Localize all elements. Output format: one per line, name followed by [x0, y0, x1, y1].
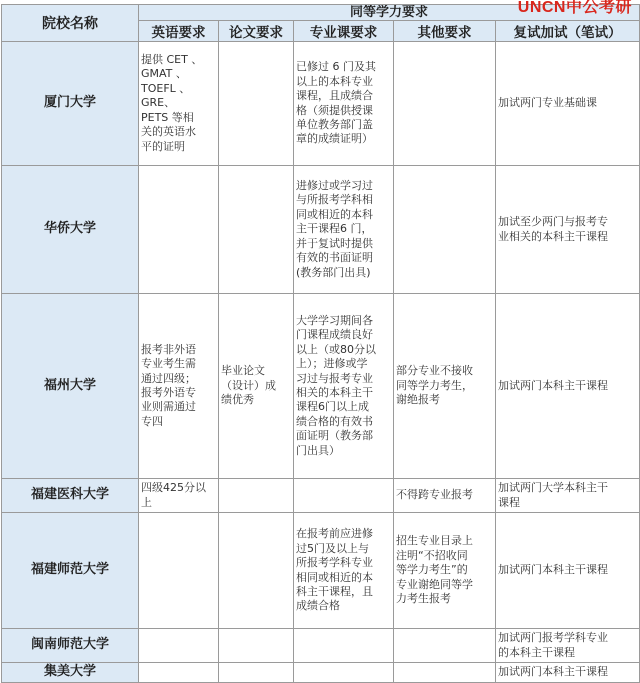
table-row	[2, 513, 640, 629]
header-other: 其他要求	[394, 21, 496, 42]
table-row	[2, 42, 640, 166]
thesis-requirement	[219, 663, 294, 683]
major-requirement	[294, 629, 394, 663]
thesis-requirement	[219, 166, 294, 294]
retest-requirement: 加试两门大学本科主干 课程	[496, 479, 640, 513]
watermark-logo: UNCN中公考研	[517, 0, 632, 16]
header-equivalent-requirements: 同等学力要求	[139, 5, 640, 21]
other-requirement	[394, 166, 496, 294]
major-requirement: 大学学习期间各 门课程成绩良好 以上（或80分以 上）；进修或学 习过与报考专业 相关的本科主干 课程6门以上成 绩合格的有效书 面证明（教务部 门出具）	[294, 294, 394, 479]
header-english: 英语要求	[139, 21, 219, 42]
other-requirement	[394, 663, 496, 683]
english-requirement: 报考非外语 专业考生需 通过四级； 报考外语专 业则需通过 专四	[139, 294, 219, 479]
major-requirement: 进修过或学习过 与所报考学科相 同或相近的本科 主干课程6 门， 并于复试时提供 有效的书面证明 (教务部门出具)	[294, 166, 394, 294]
retest-requirement: 加试两门本科主干课程	[496, 513, 640, 629]
school-name: 福建师范大学	[2, 513, 139, 629]
retest-requirement: 加试两门本科主干课程	[496, 663, 640, 683]
thesis-requirement	[219, 629, 294, 663]
english-requirement	[139, 166, 219, 294]
header-major: 专业课要求	[294, 21, 394, 42]
school-name: 福建医科大学	[2, 479, 139, 513]
header-thesis: 论文要求	[219, 21, 294, 42]
english-requirement	[139, 629, 219, 663]
other-requirement	[394, 42, 496, 166]
major-requirement: 在报考前应进修 过5门及以上与 所报考学科专业 相同或相近的本 科主干课程，且 成绩合格	[294, 513, 394, 629]
english-requirement	[139, 663, 219, 683]
table-row	[2, 479, 640, 513]
other-requirement: 招生专业目录上 注明“不招收同 等学力考生”的 专业谢绝同等学 力考生报考	[394, 513, 496, 629]
school-name: 福州大学	[2, 294, 139, 479]
school-name: 华侨大学	[2, 166, 139, 294]
other-requirement: 不得跨专业报考	[394, 479, 496, 513]
thesis-requirement	[219, 479, 294, 513]
school-name: 闽南师范大学	[2, 629, 139, 663]
thesis-requirement	[219, 42, 294, 166]
table-row	[2, 166, 640, 294]
thesis-requirement: 毕业论文 （设计）成 绩优秀	[219, 294, 294, 479]
thesis-requirement	[219, 513, 294, 629]
other-requirement	[394, 629, 496, 663]
school-name: 厦门大学	[2, 42, 139, 166]
english-requirement	[139, 513, 219, 629]
english-requirement: 四级425分以 上	[139, 479, 219, 513]
school-name: 集美大学	[2, 663, 139, 683]
retest-requirement: 加试至少两门与报考专 业相关的本科主干课程	[496, 166, 640, 294]
retest-requirement: 加试两门报考学科专业 的本科主干课程	[496, 629, 640, 663]
retest-requirement: 加试两门本科主干课程	[496, 294, 640, 479]
major-requirement	[294, 663, 394, 683]
header-school: 院校名称	[2, 5, 139, 42]
major-requirement	[294, 479, 394, 513]
other-requirement: 部分专业不接收 同等学力考生， 谢绝报考	[394, 294, 496, 479]
table-row	[2, 663, 640, 683]
table-row	[2, 629, 640, 663]
english-requirement: 提供 CET 、 GMAT 、 TOEFL 、 GRE、 PETS 等相 关的英语水 平的证明	[139, 42, 219, 166]
retest-requirement: 加试两门专业基础课	[496, 42, 640, 166]
requirements-table	[1, 4, 640, 683]
major-requirement: 已修过 6 门及其 以上的本科专业 课程，且成绩合 格（须提供授课 单位教务部门盖 章的成绩证明）	[294, 42, 394, 166]
table-row	[2, 294, 640, 479]
header-retest: 复试加试（笔试）	[496, 21, 640, 42]
